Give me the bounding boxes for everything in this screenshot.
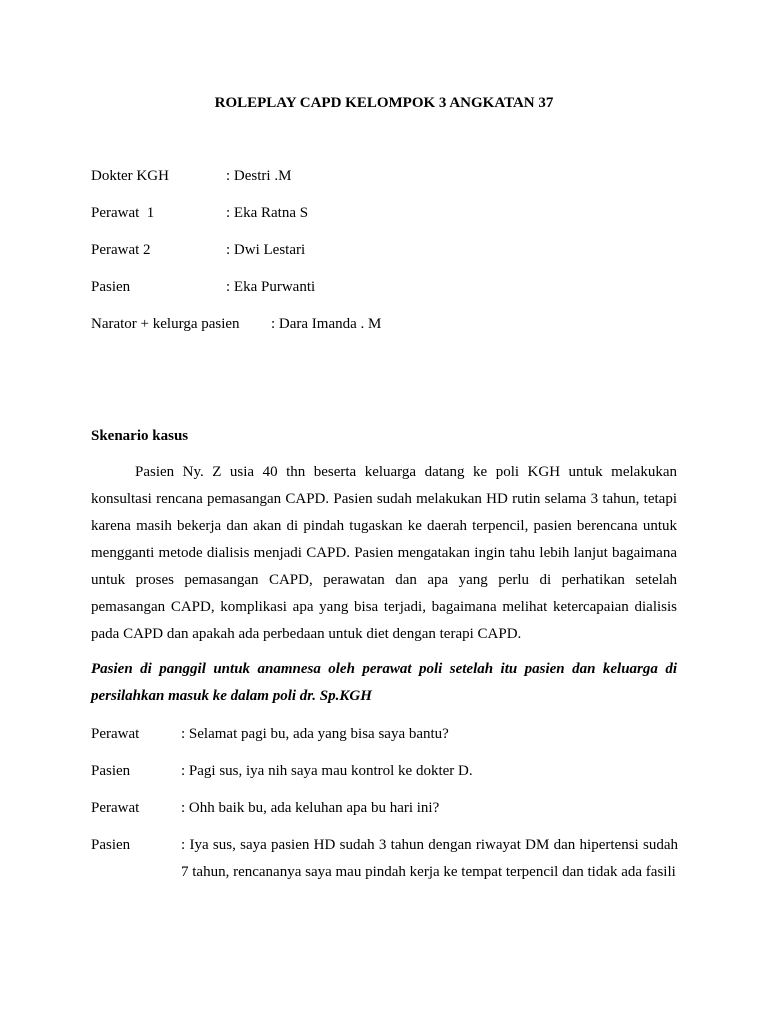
dialog-line: : Ohh baik bu, ada keluhan apa bu hari ini? [181, 800, 440, 816]
cast-name: : Destri .M [226, 168, 292, 184]
dialog-row [91, 795, 678, 822]
stage-direction: Pasien di panggil untuk anamnesa oleh perawat poli setelah itu pasien dan keluarga di persilahkan masuk ke dalam poli dr. Sp.KGH [91, 661, 677, 704]
scenario-paragraph: Pasien Ny. Z usia 40 thn beserta keluarga datang ke poli KGH untuk melakukan konsultasi rencana pemasangan CAPD. Pasien sudah melakukan HD rutin selama 3 tahun, tetapi karena masih bekerja dan akan di pindah tugaskan ke daerah terpencil, pasien berencana untuk mengganti metode dialisis menjadi CAPD. Pasien mengatakan ingin tahu lebih lanjut bagaimana untuk proses pemasangan CAPD, perawatan dan apa yang perlu di perhatikan setelah pemasangan CAPD, komplikasi apa yang bisa terjadi, bagaimana melihat ketercapaian dialisis pada CAPD dan apakah ada perbedaan untuk diet dengan terapi CAPD. [91, 464, 677, 642]
cast-name: : Eka Ratna S [226, 205, 309, 221]
cast-role: Dokter KGH [91, 168, 169, 184]
dialog-row [91, 832, 678, 886]
cast-name: : Dara Imanda . M [271, 316, 382, 332]
dialog-line: : Pagi sus, iya nih saya mau kontrol ke dokter D. [181, 763, 473, 779]
cast-role: Perawat 2 [91, 242, 151, 258]
cast-name: : Eka Purwanti [226, 279, 316, 295]
cast-role: Narator + kelurga pasien [91, 316, 240, 332]
dialog-speaker: Pasien [91, 763, 131, 779]
cast-role: Perawat 1 [91, 205, 155, 221]
dialog-line: : Selamat pagi bu, ada yang bisa saya bantu? [181, 726, 449, 742]
dialog-line: : Iya sus, saya pasien HD sudah 3 tahun dengan riwayat DM dan hipertensi sudah 7 tahun, rencananya saya mau pindah kerja ke tempat terpencil dan tidak ada fasili [181, 837, 678, 880]
dialog-speaker: Pasien [91, 837, 131, 853]
dialog-speaker: Perawat [91, 726, 140, 742]
scenario-heading: Skenario kasus [91, 428, 189, 444]
dialog-speaker: Perawat [91, 800, 140, 816]
cast-role: Pasien [91, 279, 131, 295]
document-title: ROLEPLAY CAPD KELOMPOK 3 ANGKATAN 37 [214, 95, 554, 111]
cast-name: : Dwi Lestari [226, 242, 306, 258]
dialog-row [91, 758, 678, 785]
dialog-row [91, 721, 678, 748]
